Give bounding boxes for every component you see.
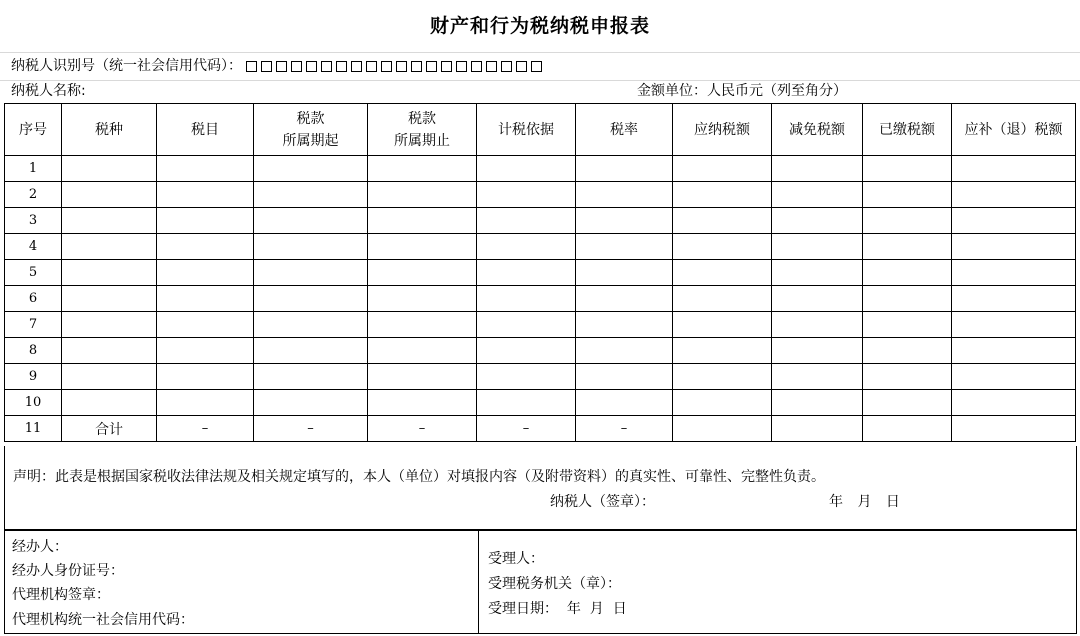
- table-cell-input[interactable]: [368, 234, 477, 260]
- table-cell-input[interactable]: [952, 208, 1076, 234]
- table-cell-input[interactable]: [157, 338, 254, 364]
- table-cell-input[interactable]: [673, 234, 772, 260]
- table-cell-input[interactable]: [368, 156, 477, 182]
- id-digit-box[interactable]: [396, 61, 407, 72]
- taxpayer-id-row: [0, 52, 1080, 81]
- table-row: [5, 338, 1076, 364]
- column-header: [254, 104, 368, 156]
- table-cell-input[interactable]: [477, 286, 576, 312]
- id-digit-box[interactable]: [531, 61, 542, 72]
- table-cell-input[interactable]: [576, 234, 673, 260]
- declaration-table: [4, 103, 1076, 442]
- table-cell-input[interactable]: [477, 260, 576, 286]
- id-digit-box[interactable]: [501, 61, 512, 72]
- table-cell-dash: –: [368, 416, 477, 442]
- table-cell-input[interactable]: [477, 312, 576, 338]
- taxpayer-name-row: [0, 80, 1080, 102]
- row-number: 4: [5, 234, 62, 260]
- table-cell-input[interactable]: [772, 312, 863, 338]
- footer-section: [4, 530, 1077, 634]
- table-cell-input[interactable]: [254, 286, 368, 312]
- table-cell-input[interactable]: [863, 338, 952, 364]
- table-cell-dash: –: [157, 416, 254, 442]
- table-cell-input[interactable]: [673, 208, 772, 234]
- table-cell-input[interactable]: [62, 208, 157, 234]
- table-cell-input[interactable]: [368, 338, 477, 364]
- declaration-section: [4, 446, 1077, 530]
- column-header: [477, 104, 576, 156]
- id-digit-box[interactable]: [276, 61, 287, 72]
- table-cell-input[interactable]: [863, 260, 952, 286]
- table-cell-input[interactable]: [157, 156, 254, 182]
- table-row: [5, 156, 1076, 182]
- table-cell-input[interactable]: [576, 338, 673, 364]
- id-digit-box[interactable]: [426, 61, 437, 72]
- column-header-text: 所属期止: [394, 132, 450, 149]
- acceptance-info: [479, 531, 1076, 633]
- table-cell-input[interactable]: [368, 208, 477, 234]
- row-number: 9: [5, 364, 62, 390]
- table-cell-input[interactable]: [62, 156, 157, 182]
- table-cell-input[interactable]: [157, 312, 254, 338]
- table-cell-input[interactable]: [62, 364, 157, 390]
- table-cell-dash: –: [477, 416, 576, 442]
- id-digit-box[interactable]: [246, 61, 257, 72]
- table-cell-input[interactable]: [157, 208, 254, 234]
- table-cell-input[interactable]: [576, 208, 673, 234]
- column-header-text: 税款: [296, 110, 325, 127]
- row-number: 5: [5, 260, 62, 286]
- table-cell-input[interactable]: [772, 338, 863, 364]
- table-cell-input[interactable]: [368, 312, 477, 338]
- table-cell-input[interactable]: [62, 286, 157, 312]
- table-cell-input[interactable]: [62, 182, 157, 208]
- table-cell-input[interactable]: [157, 260, 254, 286]
- table-cell-input[interactable]: [477, 234, 576, 260]
- table-cell-input[interactable]: [673, 286, 772, 312]
- column-header-text: 应补（退）税额: [964, 121, 1063, 138]
- id-digit-box[interactable]: [456, 61, 467, 72]
- table-cell-input[interactable]: [254, 208, 368, 234]
- table-cell-input[interactable]: [368, 390, 477, 416]
- table-cell-input[interactable]: [673, 364, 772, 390]
- id-digit-box[interactable]: [366, 61, 377, 72]
- table-cell-input[interactable]: [62, 312, 157, 338]
- table-cell-input[interactable]: [952, 416, 1076, 442]
- table-row: [5, 286, 1076, 312]
- declaration-text: 声明：此表是根据国家税收法律法规及相关规定填写的，本人（单位）对填报内容（及附带资料）的真实性、可靠性、完整性负责。: [13, 469, 825, 485]
- acceptor-label[interactable]: 受理人：: [488, 551, 544, 567]
- row-number: 2: [5, 182, 62, 208]
- table-cell-input[interactable]: [863, 208, 952, 234]
- id-digit-box[interactable]: [291, 61, 302, 72]
- table-cell-dash: –: [576, 416, 673, 442]
- table-cell-input[interactable]: [254, 390, 368, 416]
- table-cell-input[interactable]: [477, 390, 576, 416]
- column-header: [157, 104, 254, 156]
- table-cell-input[interactable]: [477, 182, 576, 208]
- table-row: [5, 208, 1076, 234]
- table-cell-input[interactable]: [62, 260, 157, 286]
- table-cell-input[interactable]: [952, 182, 1076, 208]
- table-cell-input[interactable]: [952, 234, 1076, 260]
- table-cell-input[interactable]: [576, 364, 673, 390]
- table-cell-input[interactable]: [952, 286, 1076, 312]
- column-header: [863, 104, 952, 156]
- table-cell-input[interactable]: [576, 156, 673, 182]
- table-cell-input[interactable]: [254, 338, 368, 364]
- table-cell-input[interactable]: [157, 286, 254, 312]
- table-cell-input[interactable]: [772, 286, 863, 312]
- table-row: [5, 416, 1076, 442]
- row-number: 7: [5, 312, 62, 338]
- id-digit-box[interactable]: [306, 61, 317, 72]
- column-header-text: 序号: [19, 121, 47, 138]
- table-cell-input[interactable]: [477, 208, 576, 234]
- declaration-date[interactable]: 年 月 日: [829, 494, 900, 510]
- table-cell-input[interactable]: [254, 260, 368, 286]
- table-cell-input[interactable]: [368, 260, 477, 286]
- id-digit-box[interactable]: [441, 61, 452, 72]
- table-cell-input[interactable]: [772, 182, 863, 208]
- column-header-text: 计税依据: [498, 121, 554, 138]
- table-cell-input[interactable]: [863, 234, 952, 260]
- table-cell-input[interactable]: [576, 286, 673, 312]
- table-cell-input[interactable]: [772, 260, 863, 286]
- table-cell-input[interactable]: [576, 390, 673, 416]
- table-cell-input[interactable]: [863, 182, 952, 208]
- table-cell-input[interactable]: [477, 156, 576, 182]
- agency-credit-code-label[interactable]: 代理机构统一社会信用代码：: [12, 612, 194, 628]
- table-cell-input[interactable]: [254, 312, 368, 338]
- table-cell-input[interactable]: [952, 312, 1076, 338]
- table-cell-input[interactable]: [863, 156, 952, 182]
- table-cell-input[interactable]: [673, 156, 772, 182]
- table-cell-input[interactable]: [254, 364, 368, 390]
- table-cell-input[interactable]: [952, 260, 1076, 286]
- table-cell-input[interactable]: [772, 156, 863, 182]
- table-cell-input[interactable]: [673, 312, 772, 338]
- id-digit-box[interactable]: [261, 61, 272, 72]
- table-cell-input[interactable]: [157, 364, 254, 390]
- column-header-text: 所属期起: [282, 132, 339, 149]
- column-header-text: 税种: [95, 121, 123, 138]
- table-cell-input[interactable]: [673, 338, 772, 364]
- column-header-text: 应纳税额: [694, 121, 750, 138]
- table-cell-text: 合计: [62, 416, 157, 442]
- table-cell-input[interactable]: [952, 156, 1076, 182]
- column-header: [62, 104, 157, 156]
- table-cell-input[interactable]: [62, 234, 157, 260]
- table-cell-input[interactable]: [673, 182, 772, 208]
- table-cell-input[interactable]: [477, 338, 576, 364]
- column-header: [5, 104, 62, 156]
- column-header: [673, 104, 772, 156]
- form-title: 财产和行为税纳税申报表: [0, 0, 1080, 53]
- id-digit-box[interactable]: [321, 61, 332, 72]
- table-cell-input[interactable]: [368, 286, 477, 312]
- column-header: [952, 104, 1076, 156]
- table-cell-input[interactable]: [772, 364, 863, 390]
- table-row: [5, 234, 1076, 260]
- id-digit-box[interactable]: [336, 61, 347, 72]
- table-cell-dash: –: [254, 416, 368, 442]
- acceptance-date-label[interactable]: 受理日期： 年 月 日: [488, 601, 627, 617]
- handler-label[interactable]: 经办人：: [12, 539, 68, 555]
- table-cell-input[interactable]: [477, 364, 576, 390]
- table-cell-input[interactable]: [952, 338, 1076, 364]
- table-cell-input[interactable]: [62, 390, 157, 416]
- taxpayer-id-field[interactable]: [11, 52, 546, 80]
- id-digit-box[interactable]: [471, 61, 482, 72]
- id-digit-box[interactable]: [516, 61, 527, 72]
- id-digit-box[interactable]: [411, 61, 422, 72]
- agency-seal-label[interactable]: 代理机构签章：: [12, 587, 110, 603]
- id-digit-box[interactable]: [486, 61, 497, 72]
- handler-id-label[interactable]: 经办人身份证号：: [12, 563, 124, 579]
- taxpayer-name-label[interactable]: 纳税人名称:: [11, 83, 86, 99]
- table-row: [5, 182, 1076, 208]
- id-digit-box[interactable]: [351, 61, 362, 72]
- table-row: [5, 260, 1076, 286]
- row-number: 8: [5, 338, 62, 364]
- table-cell-input[interactable]: [254, 156, 368, 182]
- table-cell-input[interactable]: [863, 364, 952, 390]
- tax-authority-label[interactable]: 受理税务机关（章）：: [488, 576, 621, 592]
- table-cell-input[interactable]: [254, 182, 368, 208]
- table-cell-input[interactable]: [368, 364, 477, 390]
- row-number: 3: [5, 208, 62, 234]
- agent-info: [5, 531, 479, 633]
- table-cell-input[interactable]: [772, 416, 863, 442]
- currency-unit-label: 金额单位：人民币元（列至角分）: [637, 83, 847, 99]
- taxpayer-id-boxes[interactable]: [246, 52, 546, 80]
- table-header-row: [5, 104, 1076, 156]
- column-header-text: 税率: [610, 121, 638, 138]
- table-row: [5, 390, 1076, 416]
- table-cell-input[interactable]: [673, 416, 772, 442]
- table-cell-input[interactable]: [576, 260, 673, 286]
- column-header-text: 税款: [408, 110, 436, 127]
- column-header-text: 减免税额: [789, 121, 845, 138]
- table-cell-input[interactable]: [576, 182, 673, 208]
- table-cell-input[interactable]: [863, 390, 952, 416]
- row-number: 10: [5, 390, 62, 416]
- table-cell-input[interactable]: [673, 260, 772, 286]
- table-cell-input[interactable]: [863, 286, 952, 312]
- table-cell-input[interactable]: [772, 208, 863, 234]
- column-header: [368, 104, 477, 156]
- table-cell-input[interactable]: [157, 234, 254, 260]
- table-cell-input[interactable]: [952, 364, 1076, 390]
- table-cell-input[interactable]: [772, 234, 863, 260]
- signature-label[interactable]: 纳税人（签章）：: [550, 494, 655, 510]
- table-cell-input[interactable]: [863, 416, 952, 442]
- table-row: [5, 312, 1076, 338]
- table-cell-input[interactable]: [157, 390, 254, 416]
- column-header: [576, 104, 673, 156]
- table-cell-input[interactable]: [254, 234, 368, 260]
- taxpayer-id-label: 纳税人识别号（统一社会信用代码）：: [11, 58, 242, 74]
- table-cell-input[interactable]: [673, 390, 772, 416]
- row-number: 1: [5, 156, 62, 182]
- column-header: [772, 104, 863, 156]
- table-cell-input[interactable]: [368, 182, 477, 208]
- table-cell-input[interactable]: [952, 390, 1076, 416]
- table-cell-input[interactable]: [62, 338, 157, 364]
- row-number: 11: [5, 416, 62, 442]
- table-cell-input[interactable]: [157, 182, 254, 208]
- table-row: [5, 364, 1076, 390]
- id-digit-box[interactable]: [381, 61, 392, 72]
- column-header-text: 税目: [191, 121, 219, 138]
- table-cell-input[interactable]: [772, 390, 863, 416]
- column-header-text: 已缴税额: [879, 121, 935, 138]
- table-cell-input[interactable]: [576, 312, 673, 338]
- table-cell-input[interactable]: [863, 312, 952, 338]
- row-number: 6: [5, 286, 62, 312]
